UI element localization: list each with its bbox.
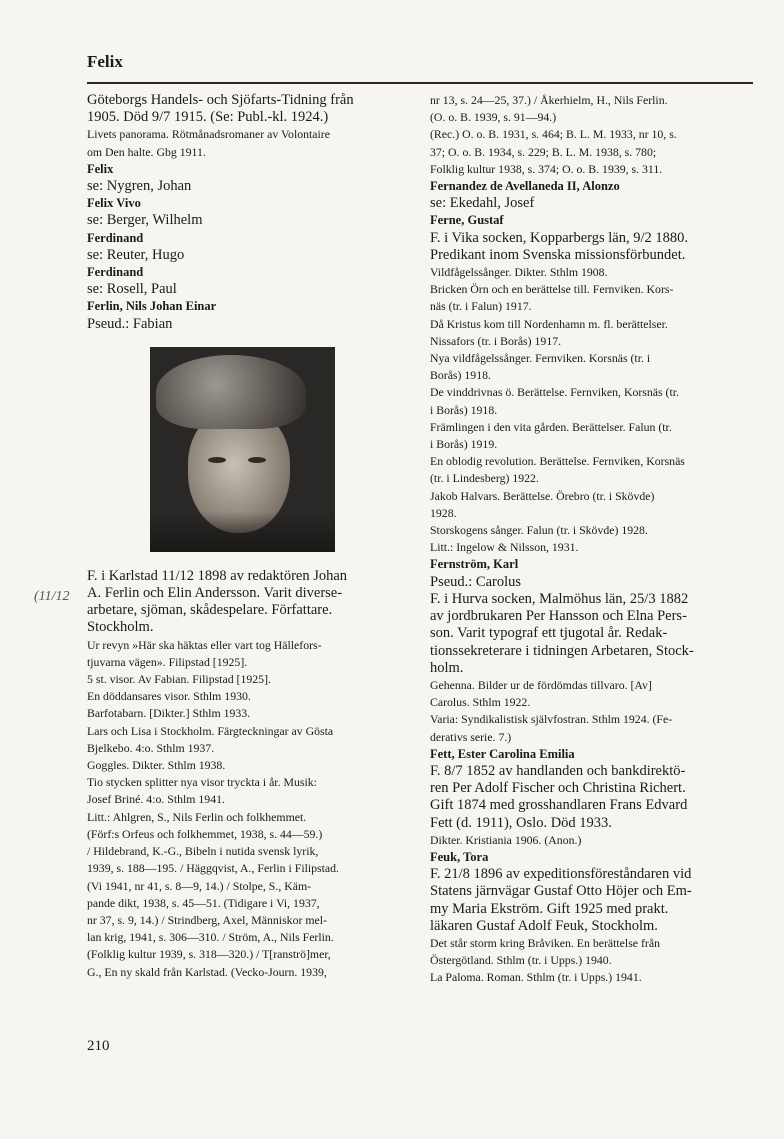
entry-line: Främlingen i den vita gården. Berättelser. Falun (tr.	[430, 419, 672, 434]
entry-line: Statens järnvägar Gustaf Otto Höjer och Em-	[430, 883, 692, 900]
entry-line: i Borås) 1918.	[430, 402, 498, 417]
entry-line: Litt.: Ingelow & Nilsson, 1931.	[430, 540, 579, 555]
entry-line: (Vi 1941, nr 41, s. 8—9, 14.) / Stolpe, S., Käm-	[87, 878, 312, 893]
portrait-shadow	[150, 512, 335, 552]
entry-line: Folklig kultur 1938, s. 374; O. o. B. 1939, s. 311.	[430, 161, 663, 176]
entry-line: arbetare, sjöman, skådespelare. Författare.	[87, 602, 333, 619]
entry-line: Gift 1874 med grosshandlaren Frans Edvard	[430, 797, 688, 814]
handwritten-margin-note: (11/12	[34, 589, 70, 604]
entry-heading: Fernandez de Avellaneda II, Alonzo	[430, 179, 620, 194]
entry-line: / Hildebrand, K.-G., Bibeln i nutida svensk lyrik,	[87, 844, 319, 859]
entry-line: Livets panorama. Rötmånadsromaner av Volontaire	[87, 127, 330, 142]
author-portrait	[150, 347, 335, 552]
entry-line: av jordbrukaren Per Hansson och Elna Pers-	[430, 608, 687, 625]
entry-line: Östergötland. Sthlm (tr. i Upps.) 1940.	[430, 953, 612, 968]
portrait-fur-hat	[156, 355, 306, 429]
entry-line: 37; O. o. B. 1934, s. 229; B. L. M. 1938, s. 780;	[430, 144, 657, 159]
entry-line: Tio stycken splitter nya visor tryckta i år. Musik:	[87, 775, 317, 790]
entry-line: se: Rosell, Paul	[87, 281, 177, 298]
entry-line: Dikter. Kristiania 1906. (Anon.)	[430, 832, 582, 847]
entry-line: lan krig, 1941, s. 306—310. / Ström, A., Nils Ferlin.	[87, 930, 334, 945]
entry-line: De vinddrivnas ö. Berättelse. Fernviken, Korsnäs (tr.	[430, 385, 679, 400]
entry-line: F. i Vika socken, Kopparbergs län, 9/2 1880.	[430, 229, 688, 246]
entry-line: (O. o. B. 1939, s. 91—94.)	[430, 110, 557, 125]
entry-line: Pseud.: Fabian	[87, 315, 173, 332]
entry-line: se: Nygren, Johan	[87, 178, 192, 195]
entry-heading: Ferlin, Nils Johan Einar	[87, 299, 217, 314]
entry-line: nr 13, s. 24—25, 37.) / Åkerhielm, H., Nils Ferlin.	[430, 93, 668, 107]
entry-line: ren Per Adolf Fischer och Christina Richert.	[430, 780, 686, 797]
entry-line: Stockholm.	[87, 619, 154, 636]
entry-line: En oblodig revolution. Berättelse. Fernviken, Korsnäs	[430, 454, 685, 469]
entry-line: näs (tr. i Falun) 1917.	[430, 299, 532, 314]
entry-line: Josef Briné. 4:o. Sthlm 1941.	[87, 792, 225, 807]
entry-line: Goggles. Dikter. Sthlm 1938.	[87, 758, 226, 773]
entry-heading: Felix	[87, 161, 114, 176]
page-number: 210	[87, 1038, 110, 1054]
entry-heading: Ferdinand	[87, 230, 144, 245]
entry-line: Litt.: Ahlgren, S., Nils Ferlin och folkhemmet.	[87, 809, 307, 824]
entry-line: i Borås) 1919.	[430, 437, 498, 452]
entry-line: Det står storm kring Bråviken. En berättelse från	[430, 935, 660, 950]
entry-line: Nya vildfågelssånger. Fernviken. Korsnäs (tr. i	[430, 351, 651, 366]
header-rule	[87, 82, 753, 84]
entry-line: Carolus. Sthlm 1922.	[430, 695, 531, 710]
entry-line: son. Varit typograf ett tjugotal år. Redak-	[430, 625, 668, 642]
entry-heading: Ferne, Gustaf	[430, 213, 504, 228]
entry-line: F. i Karlstad 11/12 1898 av redaktören Johan	[87, 567, 348, 584]
entry-line: (tr. i Lindesberg) 1922.	[430, 471, 539, 486]
portrait-eye	[208, 457, 226, 463]
entry-line: 1928.	[430, 505, 457, 520]
left-column	[87, 92, 392, 981]
left-entries-bottom	[87, 568, 392, 981]
entry-heading: Felix Vivo	[87, 196, 141, 211]
entry-line: läkaren Gustaf Adolf Feuk, Stockholm.	[430, 917, 658, 934]
entry-line: Predikant inom Svenska missionsförbundet.	[430, 246, 686, 263]
entry-line: Vildfågelssånger. Dikter. Sthlm 1908.	[430, 265, 608, 280]
entry-line: Pseud.: Carolus	[430, 573, 522, 590]
entry-line: Bricken Örn och en berättelse till. Fernviken. Kors-	[430, 282, 674, 297]
entry-line: my Maria Ekström. Gift 1925 med prakt.	[430, 900, 669, 917]
left-entries-top	[87, 92, 392, 333]
entry-line: F. i Hurva socken, Malmöhus län, 25/3 1882	[430, 590, 689, 607]
entry-line: F. 21/8 1896 av expeditionsföreståndaren vid	[430, 866, 692, 883]
entry-line: 1905. Död 9/7 1915. (Se: Publ.-kl. 1924.)	[87, 109, 329, 126]
entry-line: pande dikt, 1938, s. 45—51. (Tidigare i Vi, 1937,	[87, 895, 320, 910]
entry-line: En döddansares visor. Sthlm 1930.	[87, 689, 251, 704]
entry-line: holm.	[430, 659, 464, 676]
entry-line: Ur revyn »Här ska häktas eller vart tog Hällefors-	[87, 637, 322, 652]
entry-line: F. 8/7 1852 av handlanden och bankdirektö-	[430, 762, 686, 779]
entry-line: Fett (d. 1911), Oslo. Död 1933.	[430, 814, 612, 831]
entry-line: (Rec.) O. o. B. 1931, s. 464; B. L. M. 1933, nr 10, s.	[430, 127, 677, 142]
entry-line: (Förf:s Orfeus och folkhemmet, 1938, s. 44—59.)	[87, 826, 323, 841]
entry-heading: Ferdinand	[87, 265, 144, 280]
right-column	[430, 92, 753, 987]
entry-line: Nissafors (tr. i Borås) 1917.	[430, 333, 562, 348]
portrait-eye	[248, 457, 266, 463]
entry-line: nr 37, s. 9, 14.) / Strindberg, Axel, Människor mel-	[87, 912, 327, 927]
entry-line: derativs serie. 7.)	[430, 729, 512, 744]
entry-line: tjuvarna vägen». Filipstad [1925].	[87, 654, 248, 669]
entry-heading: Fett, Ester Carolina Emilia	[430, 746, 575, 761]
entry-line: Varia: Syndikalistisk självfostran. Sthlm 1924. (Fe-	[430, 712, 673, 727]
entry-line: se: Ekedahl, Josef	[430, 195, 535, 212]
entry-line: om Den halte. Gbg 1911.	[87, 144, 206, 159]
entry-line: Barfotabarn. [Dikter.] Sthlm 1933.	[87, 706, 251, 721]
entry-line: A. Ferlin och Elin Andersson. Varit diverse-	[87, 585, 343, 602]
entry-line: Gehenna. Bilder ur de fördömdas tillvaro. [Av]	[430, 677, 652, 692]
page-header: Felix	[87, 52, 123, 71]
entry-line: 5 st. visor. Av Fabian. Filipstad [1925].	[87, 672, 271, 687]
entry-line: Jakob Halvars. Berättelse. Örebro (tr. i Skövde)	[430, 488, 655, 503]
entry-line: se: Berger, Wilhelm	[87, 212, 203, 229]
entry-line: (Folklig kultur 1939, s. 318—320.) / T[ranströ]mer,	[87, 947, 331, 962]
entry-line: Borås) 1918.	[430, 368, 491, 383]
entry-line: Bjelkebo. 4:o. Sthlm 1937.	[87, 740, 215, 755]
entry-heading: Fernström, Karl	[430, 557, 519, 572]
entry-line: Lars och Lisa i Stockholm. Färgteckningar av Gösta	[87, 723, 334, 738]
entry-line: La Paloma. Roman. Sthlm (tr. i Upps.) 1941.	[430, 970, 642, 985]
entry-line: 1939, s. 188—195. / Häggqvist, A., Ferlin i Filipstad.	[87, 861, 340, 876]
entry-line: tionssekreterare i tidningen Arbetaren, Stock-	[430, 642, 694, 659]
right-entries	[430, 92, 753, 987]
entry-heading: Feuk, Tora	[430, 849, 489, 864]
entry-line: G., En ny skald från Karlstad. (Vecko-Journ. 1939,	[87, 964, 327, 979]
entry-line: se: Reuter, Hugo	[87, 246, 185, 263]
entry-line: Storskogens sånger. Falun (tr. i Skövde) 1928.	[430, 523, 648, 538]
entry-line: Då Kristus kom till Nordenhamn m. fl. berättelser.	[430, 316, 668, 331]
entry-line: Göteborgs Handels- och Sjöfarts-Tidning från	[87, 92, 354, 108]
